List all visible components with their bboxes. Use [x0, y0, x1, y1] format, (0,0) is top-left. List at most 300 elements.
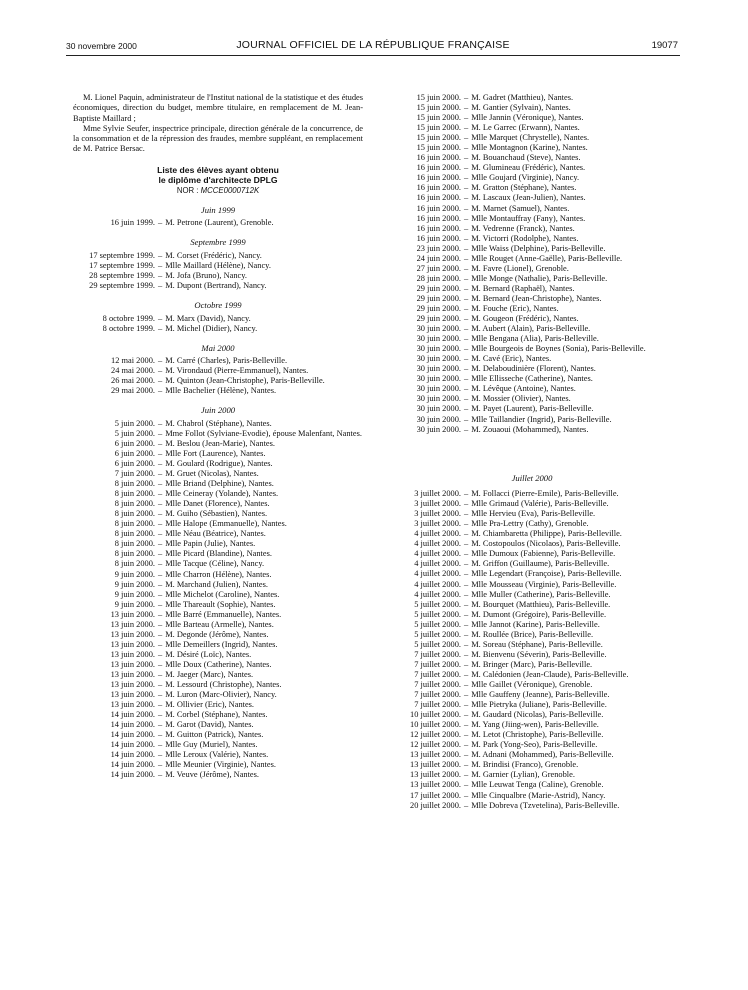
entry-date: 13 juin 2000.: [110, 659, 155, 669]
entry-dash: –: [158, 770, 163, 780]
entry-date: 3 juillet 2000.: [414, 509, 461, 519]
entry-name: M. Marx (David), Nancy.: [165, 313, 251, 323]
entry-name: M. Adnani (Mohammed), Paris-Belleville.: [471, 750, 614, 760]
entry-name: Mlle Charron (Hélène), Nantes.: [165, 569, 272, 579]
entry-dash: –: [158, 356, 163, 366]
entry-dash: –: [158, 629, 163, 639]
entry-date: 6 juin 2000.: [114, 458, 155, 468]
list-entry: [73, 630, 363, 640]
list-entry: [387, 425, 677, 435]
entry-dash: –: [464, 93, 469, 102]
list-entry: [387, 133, 677, 143]
entry-name: Mlle Doux (Catherine), Nantes.: [165, 659, 272, 669]
entry-name: Mlle Papin (Julie), Nantes.: [165, 539, 256, 549]
entry-date: 7 juillet 2000.: [414, 669, 461, 679]
entry-name: Mlle Bachelier (Hélène), Nantes.: [165, 386, 277, 396]
entry-date: 15 juin 2000.: [416, 93, 461, 102]
entry-name: Mlle Jannot (Karine), Paris-Belleville.: [471, 619, 600, 629]
entry-date: 4 juillet 2000.: [414, 589, 461, 599]
entry-name: Mlle Leuwat Tenga (Caline), Grenoble.: [471, 780, 604, 790]
entry-date: 7 juillet 2000.: [414, 690, 461, 700]
entry-dash: –: [464, 364, 469, 374]
entry-date: 7 juillet 2000.: [414, 679, 461, 689]
list-entry: [73, 740, 363, 750]
entry-name: M. Jaeger (Marc), Nantes.: [165, 669, 254, 679]
entry-dash: –: [158, 418, 163, 428]
entry-dash: –: [464, 549, 469, 559]
entry-dash: –: [464, 790, 469, 800]
entry-date: 26 mai 2000.: [111, 376, 155, 386]
entry-dash: –: [464, 273, 469, 283]
list-entry: [73, 590, 363, 600]
list-entry: [387, 489, 677, 499]
list-entry: [73, 730, 363, 740]
entry-name: Mlle Muller (Catherine), Paris-Belleville.: [471, 589, 611, 599]
entry-name: Mlle Gaillet (Véronique), Grenoble.: [471, 679, 593, 689]
page-number: 19077: [651, 40, 678, 51]
list-entry: [387, 284, 677, 294]
list-entry: [387, 529, 677, 539]
entry-date: 28 juin 2000.: [416, 273, 461, 283]
entry-date: 14 juin 2000.: [110, 750, 155, 760]
list-entry: [387, 113, 677, 123]
list-entry: [387, 224, 677, 234]
entry-name: Mlle Thareault (Sophie), Nantes.: [165, 599, 276, 609]
entry-date: 8 juin 2000.: [114, 509, 155, 519]
entry-dash: –: [464, 163, 469, 173]
list-entry: [73, 251, 363, 261]
entry-dash: –: [464, 690, 469, 700]
entry-name: M. Fouche (Eric), Nantes.: [471, 303, 559, 313]
list-entry: [73, 271, 363, 281]
entry-dash: –: [464, 263, 469, 273]
entry-name: Mlle Marquet (Chrystelle), Nantes.: [471, 133, 590, 143]
list-entry: [73, 770, 363, 780]
nor-label: NOR :: [176, 185, 199, 195]
list-entry: [73, 600, 363, 610]
entry-date: 14 juin 2000.: [110, 740, 155, 750]
entry-name: M. Beslou (Jean-Marie), Nantes.: [165, 438, 275, 448]
list-entry: [73, 750, 363, 760]
entry-dash: –: [464, 324, 469, 334]
entry-name: M. Follacci (Pierre-Emile), Paris-Belleville.: [471, 489, 619, 499]
entry-dash: –: [464, 113, 469, 123]
entry-dash: –: [464, 314, 469, 324]
entry-dash: –: [464, 223, 469, 233]
list-entry: [73, 720, 363, 730]
list-entry: [387, 650, 677, 660]
entry-date: 23 juin 2000.: [416, 243, 461, 253]
list-entry: [73, 366, 363, 376]
entry-date: 16 juin 2000.: [416, 163, 461, 173]
entry-name: M. Bouanchaud (Steve), Nantes.: [471, 153, 581, 163]
list-entry: [387, 580, 677, 590]
entry-dash: –: [464, 193, 469, 203]
entry-dash: –: [464, 173, 469, 183]
entry-date: 12 juillet 2000.: [410, 730, 461, 740]
entry-dash: –: [464, 649, 469, 659]
entry-dash: –: [158, 469, 163, 479]
entry-dash: –: [158, 479, 163, 489]
entry-name: M. Mossier (Olivier), Nantes.: [471, 394, 571, 404]
entry-date: 30 juin 2000.: [416, 334, 461, 344]
list-entry: [387, 123, 677, 133]
section-title: Mai 2000: [201, 342, 235, 353]
entry-name: Mlle Tacque (Céline), Nancy.: [165, 559, 265, 569]
entry-name: Mlle Maillard (Hélène), Nancy.: [165, 260, 271, 270]
list-entry: [387, 730, 677, 740]
list-entry: [387, 670, 677, 680]
entry-date: 16 juin 2000.: [416, 203, 461, 213]
entry-dash: –: [464, 569, 469, 579]
entry-date: 17 septembre 1999.: [89, 260, 155, 270]
entry-dash: –: [158, 499, 163, 509]
entry-dash: –: [464, 629, 469, 639]
entry-date: 15 juin 2000.: [416, 123, 461, 133]
list-entry: [387, 244, 677, 254]
list-entry: [387, 334, 677, 344]
list-entry: [387, 314, 677, 324]
entry-name: Mlle Ellisseche (Catherine), Nantes.: [471, 374, 593, 384]
entry-dash: –: [158, 569, 163, 579]
list-heading: le diplôme d'architecte DPLG: [158, 175, 278, 186]
entry-date: 8 juin 2000.: [114, 549, 155, 559]
entry-name: Mlle Grimaud (Valérie), Paris-Belleville.: [471, 499, 609, 509]
list-entry: [387, 770, 677, 780]
list-entry: [387, 163, 677, 173]
entry-dash: –: [158, 529, 163, 539]
entry-name: M. Jofa (Bruno), Nancy.: [165, 270, 247, 280]
entry-dash: –: [464, 509, 469, 519]
entry-dash: –: [158, 649, 163, 659]
entry-date: 3 juillet 2000.: [414, 489, 461, 499]
entry-name: M. Griffon (Guillaume), Paris-Belleville.: [471, 559, 610, 569]
entry-name: M. Brindisi (Franco), Grenoble.: [471, 760, 579, 770]
entry-date: 13 juillet 2000.: [410, 750, 461, 760]
entry-date: 6 juin 2000.: [114, 448, 155, 458]
list-entry: [73, 570, 363, 580]
entry-date: 13 juillet 2000.: [410, 770, 461, 780]
list-entry: [387, 344, 677, 354]
entry-name: Mlle Ceineray (Yolande), Nantes.: [165, 489, 279, 499]
entry-name: M. Chiambaretta (Philippe), Paris-Belleville.: [471, 529, 622, 539]
entry-date: 8 juin 2000.: [114, 479, 155, 489]
entry-date: 7 juillet 2000.: [414, 659, 461, 669]
list-entry: [73, 650, 363, 660]
entry-name: M. Favre (Lionel), Grenoble.: [471, 263, 569, 273]
list-entry: [73, 376, 363, 386]
entry-date: 5 juin 2000.: [114, 418, 155, 428]
entry-dash: –: [464, 659, 469, 669]
entry-date: 13 juin 2000.: [110, 680, 155, 690]
entry-date: 5 juillet 2000.: [414, 599, 461, 609]
list-entry: [387, 193, 677, 203]
entry-dash: –: [158, 458, 163, 468]
entry-date: 14 juin 2000.: [110, 710, 155, 720]
entry-dash: –: [158, 720, 163, 730]
entry-date: 16 juin 2000.: [416, 183, 461, 193]
entry-name: Mlle Briand (Delphine), Nantes.: [165, 479, 274, 489]
entry-date: 10 juillet 2000.: [410, 710, 461, 720]
list-entry: [73, 429, 363, 439]
list-entry: [73, 489, 363, 499]
entry-dash: –: [464, 619, 469, 629]
list-entry: [387, 354, 677, 364]
entry-date: 4 juillet 2000.: [414, 569, 461, 579]
entry-date: 15 juin 2000.: [416, 113, 461, 123]
entry-dash: –: [464, 679, 469, 689]
entry-dash: –: [158, 428, 163, 438]
entry-dash: –: [464, 800, 469, 810]
entry-date: 16 juin 1999.: [110, 218, 155, 228]
list-entry: [387, 364, 677, 374]
entry-name: M. Gratton (Stéphane), Nantes.: [471, 183, 577, 193]
entry-date: 9 juin 2000.: [114, 589, 155, 599]
entry-dash: –: [464, 213, 469, 223]
entry-name: M. Luron (Marc-Olivier), Nancy.: [165, 690, 277, 700]
entry-dash: –: [158, 519, 163, 529]
entry-date: 13 juin 2000.: [110, 609, 155, 619]
entry-date: 28 septembre 1999.: [89, 270, 155, 280]
entry-dash: –: [158, 539, 163, 549]
list-entry: [387, 791, 677, 801]
entry-dash: –: [464, 133, 469, 143]
entry-date: 13 juin 2000.: [110, 700, 155, 710]
section-title: Juin 2000: [200, 405, 236, 416]
list-entry: [387, 519, 677, 529]
entry-date: 3 juillet 2000.: [414, 499, 461, 509]
entry-dash: –: [464, 334, 469, 344]
entry-dash: –: [464, 760, 469, 770]
entry-name: Mlle Rouget (Anne-Gaëlle), Paris-Belleville.: [471, 253, 623, 263]
entry-date: 13 juin 2000.: [110, 629, 155, 639]
list-entry: [387, 254, 677, 264]
entry-dash: –: [464, 770, 469, 780]
entry-date: 24 mai 2000.: [111, 366, 155, 376]
entry-name: Mlle Taillandier (Ingrid), Paris-Belleville.: [471, 414, 612, 424]
list-entry: [73, 261, 363, 271]
list-entry: [73, 680, 363, 690]
entry-name: M. Guitton (Patrick), Nantes.: [165, 730, 264, 740]
entry-dash: –: [464, 489, 469, 499]
entry-name: M. Gantier (Sylvain), Nantes.: [471, 103, 571, 113]
list-entry: [387, 680, 677, 690]
list-heading: Liste des élèves ayant obtenu: [157, 164, 279, 175]
entry-name: M. Vedrenne (Franck), Nantes.: [471, 223, 575, 233]
entry-name: M. Delaboudinière (Florent), Nantes.: [471, 364, 596, 374]
entry-date: 30 juin 2000.: [416, 344, 461, 354]
list-entry: [73, 700, 363, 710]
entry-dash: –: [464, 243, 469, 253]
list-entry: [387, 660, 677, 670]
entry-dash: –: [158, 710, 163, 720]
entry-dash: –: [158, 509, 163, 519]
entry-dash: –: [464, 303, 469, 313]
entry-date: 30 juin 2000.: [416, 384, 461, 394]
entry-date: 12 mai 2000.: [111, 356, 155, 366]
list-entry: [73, 356, 363, 366]
entry-name: Mlle Picard (Blandine), Nantes.: [165, 549, 272, 559]
entry-name: M. Degonde (Jérôme), Nantes.: [165, 629, 269, 639]
entry-name: M. Chabrol (Stéphane), Nantes.: [165, 418, 272, 428]
entry-date: 15 juin 2000.: [416, 143, 461, 153]
entry-name: Mlle Barré (Emmanuelle), Nantes.: [165, 609, 282, 619]
entry-date: 17 juillet 2000.: [410, 790, 461, 800]
entry-date: 5 juillet 2000.: [414, 629, 461, 639]
entry-dash: –: [464, 233, 469, 243]
entry-name: M. Gougeon (Frédéric), Nantes.: [471, 314, 579, 324]
entry-date: 16 juin 2000.: [416, 153, 461, 163]
entry-date: 8 juin 2000.: [114, 499, 155, 509]
entry-dash: –: [464, 293, 469, 303]
entry-name: M. Lévêque (Antoine), Nantes.: [471, 384, 576, 394]
entry-name: M. Zouaoui (Mohammed), Nantes.: [471, 424, 589, 434]
entry-dash: –: [158, 313, 163, 323]
entry-dash: –: [464, 589, 469, 599]
entry-date: 16 juin 2000.: [416, 193, 461, 203]
entry-name: M. Gruet (Nicolas), Nantes.: [165, 469, 259, 479]
entry-date: 30 juin 2000.: [416, 324, 461, 334]
entry-name: Mlle Bengana (Alia), Paris-Belleville.: [471, 334, 599, 344]
entry-date: 8 juin 2000.: [114, 489, 155, 499]
entry-name: Mlle Dumoux (Fabienne), Paris-Belleville.: [471, 549, 616, 559]
entry-dash: –: [158, 639, 163, 649]
entry-date: 27 juin 2000.: [416, 263, 461, 273]
entry-name: Mlle Pietryka (Juliane), Paris-Belleville.: [471, 700, 607, 710]
list-entry: [387, 384, 677, 394]
list-entry: [387, 324, 677, 334]
entry-date: 16 juin 2000.: [416, 233, 461, 243]
entry-name: Mlle Cinqualbre (Marie-Astrid), Nancy.: [471, 790, 606, 800]
list-entry: [73, 760, 363, 770]
entry-dash: –: [464, 203, 469, 213]
entry-dash: –: [158, 250, 163, 260]
entry-name: Mlle Monge (Nathalie), Paris-Belleville.: [471, 273, 608, 283]
left-column: [73, 93, 363, 780]
entry-date: 30 juin 2000.: [416, 394, 461, 404]
list-entry: [387, 143, 677, 153]
list-entry: [387, 204, 677, 214]
entry-list: [73, 218, 363, 228]
entry-name: Mlle Pra-Lettry (Cathy), Grenoble.: [471, 519, 589, 529]
list-entry: [387, 750, 677, 760]
list-entry: [387, 294, 677, 304]
entry-list: [387, 93, 677, 435]
entry-name: M. Bourquet (Matthieu), Paris-Belleville.: [471, 599, 611, 609]
entry-dash: –: [158, 609, 163, 619]
entry-name: M. Glumineau (Frédéric), Nantes.: [471, 163, 586, 173]
entry-dash: –: [158, 280, 163, 290]
entry-list: [73, 251, 363, 291]
entry-dash: –: [158, 669, 163, 679]
entry-name: Mlle Demeillers (Ingrid), Nantes.: [165, 639, 278, 649]
list-entry: [73, 281, 363, 291]
entry-dash: –: [464, 384, 469, 394]
entry-date: 9 juin 2000.: [114, 569, 155, 579]
entry-name: Mlle Néau (Béatrice), Nantes.: [165, 529, 266, 539]
entry-name: M. Veuve (Jérôme), Nantes.: [165, 770, 259, 780]
entry-dash: –: [464, 529, 469, 539]
entry-date: 7 juin 2000.: [114, 469, 155, 479]
list-entry: [73, 549, 363, 559]
entry-dash: –: [158, 750, 163, 760]
entry-date: 24 juin 2000.: [416, 253, 461, 263]
entry-date: 9 juin 2000.: [114, 579, 155, 589]
entry-name: M. Lascaux (Jean-Julien), Nantes.: [471, 193, 586, 203]
list-entry: [387, 415, 677, 425]
entry-name: M. Quinton (Jean-Christophe), Paris-Belleville.: [165, 376, 325, 386]
entry-dash: –: [464, 374, 469, 384]
entry-list: [73, 356, 363, 396]
entry-dash: –: [158, 589, 163, 599]
entry-date: 13 juin 2000.: [110, 649, 155, 659]
list-entry: [387, 374, 677, 384]
entry-date: 30 juin 2000.: [416, 424, 461, 434]
header-rule: [66, 55, 680, 56]
entry-date: 15 juin 2000.: [416, 133, 461, 143]
entry-dash: –: [158, 760, 163, 770]
entry-date: 6 juin 2000.: [114, 438, 155, 448]
entry-name: M. Soreau (Stéphane), Paris-Belleville.: [471, 639, 603, 649]
entry-date: 13 juin 2000.: [110, 639, 155, 649]
list-entry: [387, 760, 677, 770]
entry-name: M. Payet (Laurent), Paris-Belleville.: [471, 404, 594, 414]
entry-name: M. Virondaud (Pierre-Emmanuel), Nantes.: [165, 366, 309, 376]
list-entry: [73, 314, 363, 324]
entry-name: M. Park (Yong-Seo), Paris-Belleville.: [471, 740, 598, 750]
list-entry: [387, 404, 677, 414]
entry-dash: –: [464, 123, 469, 133]
entry-date: 29 juin 2000.: [416, 283, 461, 293]
page-header: [66, 38, 680, 54]
list-entry: [73, 499, 363, 509]
list-entry: [387, 214, 677, 224]
entry-date: 14 juin 2000.: [110, 730, 155, 740]
entry-date: 15 juin 2000.: [416, 103, 461, 113]
entry-name: M. Guiho (Sébastien), Nantes.: [165, 509, 268, 519]
entry-dash: –: [464, 599, 469, 609]
entry-dash: –: [158, 619, 163, 629]
entry-name: Mlle Mousseau (Virginie), Paris-Belleville.: [471, 579, 617, 589]
entry-dash: –: [464, 143, 469, 153]
header-date: 30 novembre 2000: [66, 41, 137, 51]
entry-list: [387, 489, 677, 811]
entry-date: 4 juillet 2000.: [414, 529, 461, 539]
list-entry: [387, 499, 677, 509]
entry-date: 29 mai 2000.: [111, 386, 155, 396]
entry-name: M. Goulard (Rodrigue), Nantes.: [165, 458, 273, 468]
entry-name: M. Carré (Charles), Paris-Belleville.: [165, 356, 288, 366]
entry-name: Mme Follot (Sylviane-Evodie), épouse Malenfant, Nantes.: [165, 428, 362, 438]
entry-dash: –: [464, 253, 469, 263]
entry-date: 13 juin 2000.: [110, 619, 155, 629]
entry-date: 4 juillet 2000.: [414, 579, 461, 589]
entry-dash: –: [464, 283, 469, 293]
list-entry: [387, 720, 677, 730]
entry-dash: –: [464, 103, 469, 113]
entry-dash: –: [464, 669, 469, 679]
entry-date: 29 juin 2000.: [416, 303, 461, 313]
nor-code: MCCE0000712K: [200, 185, 260, 195]
entry-dash: –: [158, 386, 163, 396]
list-entry: [73, 324, 363, 334]
entry-dash: –: [158, 270, 163, 280]
list-entry: [387, 539, 677, 549]
entry-name: M. Calédonien (Jean-Claude), Paris-Belleville.: [471, 669, 629, 679]
entry-dash: –: [464, 700, 469, 710]
list-entry: [73, 469, 363, 479]
list-entry: [73, 690, 363, 700]
